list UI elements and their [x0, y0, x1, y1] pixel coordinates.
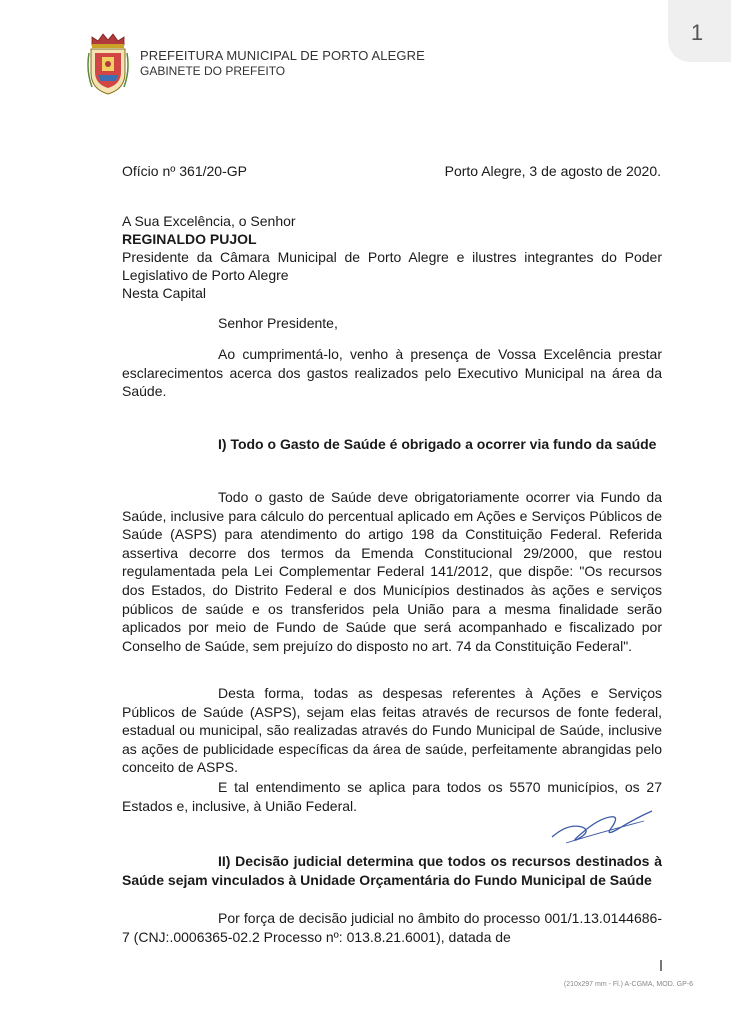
salutation: Senhor Presidente,	[218, 315, 338, 331]
recipient-role: Presidente da Câmara Municipal de Porto Alegre e ilustres integrantes do Poder Legislativo de Porto Alegre	[122, 249, 662, 283]
recipient-location: Nesta Capital	[122, 285, 207, 301]
page-number: 1	[690, 20, 704, 45]
section1-paragraph1: Todo o gasto de Saúde deve obrigatoriamente ocorrer via Fundo da Saúde, inclusive para cálculo do percentual aplicado em Ações e Serviços Públicos de Saúde (ASPS) para atendimento do artigo 198 da Constituição Federal. Referida assertiva decorre dos termos da Emenda Constitucional 29/2000, que restou regulamentada pela Lei Complementar Federal 141/2012, que dispõe: "Os recursos dos Estados, do Distrito Federal e dos Municípios destinados às ações e serviços públicos de saúde e os transferidos pela União para a mesma finalidade serão aplicados por meio de Fundo de Saúde que será acompanhado e fiscalizado por Conselho de Saúde, sem prejuízo do disposto no art. 74 da Constituição Federal".	[122, 489, 662, 654]
coat-of-arms-icon	[86, 31, 130, 97]
address-block	[122, 212, 662, 302]
address-to: A Sua Excelência, o Senhor	[122, 213, 296, 229]
recipient-name: REGINALDO PUJOL	[122, 231, 257, 247]
footer-form-code: (210x297 mm - Fl.) A-CGMA, MOD. GP-6	[563, 981, 693, 988]
header-office: GABINETE DO PREFEITO	[140, 64, 286, 78]
header-organization: PREFEITURA MUNICIPAL DE PORTO ALEGRE	[140, 48, 425, 63]
section1-heading: I) Todo o Gasto de Saúde é obrigado a ocorrer via fundo da saúde	[218, 436, 657, 452]
section2-paragraph1: Por força de decisão judicial no âmbito do processo 001/1.13.0144686-7 (CNJ:.0006365-02.2 Processo nº: 013.8.21.6001), datada de	[122, 910, 662, 945]
section2-heading: II) Decisão judicial determina que todos os recursos destinados à Saúde sejam vinculados à Unidade Orçamentária do Fundo Municipal de Saúde	[122, 853, 662, 888]
signature-icon	[548, 803, 658, 847]
footer-mark	[660, 960, 662, 971]
section1-paragraph2: Desta forma, todas as despesas referentes à Ações e Serviços Públicos de Saúde (ASPS), sejam elas feitas através de recursos de fonte federal, estadual ou municipal, são realizadas através do Fundo Municipal de Saúde, inclusive as ações de publicidade específicas da área de saúde, perfeitamente abrangidas pelo conceito de ASPS.	[122, 685, 662, 776]
oficio-date: Porto Alegre, 3 de agosto de 2020.	[444, 163, 661, 179]
intro-paragraph: Ao cumprimentá-lo, venho à presença de Vossa Excelência prestar esclarecimentos acerca dos gastos realizados pelo Executivo Municipal na área da Saúde.	[122, 346, 662, 400]
oficio-number: Ofício nº 361/20-GP	[122, 163, 247, 179]
section1-paragraph3: E tal entendimento se aplica para todos os 5570 municípios, os 27 Estados e, inclusive, à União Federal.	[122, 779, 662, 814]
